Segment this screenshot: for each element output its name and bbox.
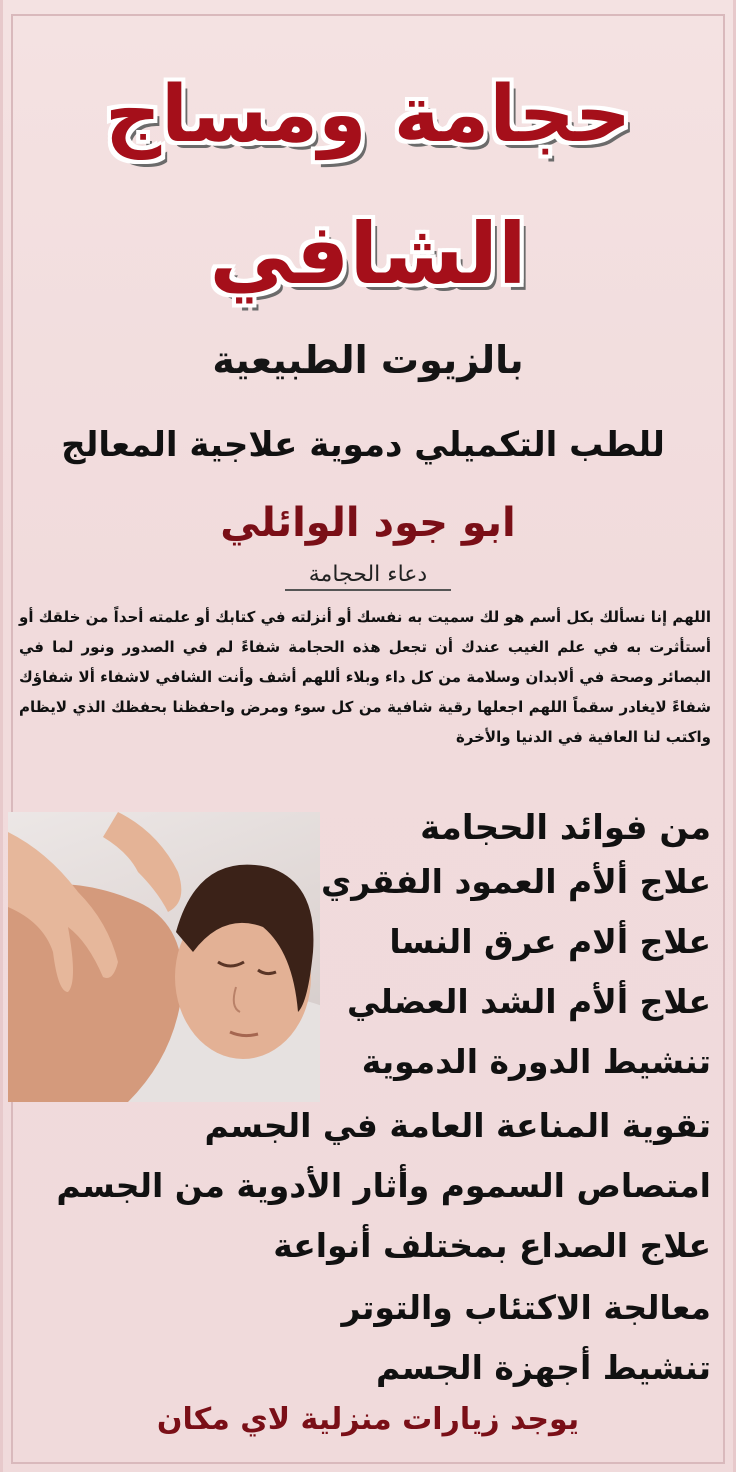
title-line-1: حجامة ومساج (104, 70, 632, 160)
massage-illustration (8, 812, 320, 1102)
benefit-item: علاج الصداع بمختلف أنواعة (273, 1226, 711, 1265)
benefit-item: علاج ألأم الشد العضلي (347, 982, 711, 1021)
benefit-item: تنشيط أجهزة الجسم (375, 1348, 711, 1387)
service-line: للطب التكميلي دموية علاجية المعالج (61, 425, 665, 465)
home-visits-note: يوجد زيارات منزلية لاي مكان (156, 1402, 580, 1437)
dua-text: اللهم إنا نسألك بكل أسم هو لك سميت به نفسك أو أنزلته في كتابك أو علمته أحداً من خلقك أو أستأثرت به في علم الغيب عندك أن تجعل هذه الحجامة شفاءً لم في الصدور ونور لما في البصائر وصحة في ألابدان وسلامة من كل داء وبلاء أللهم أشف وأنت الشافي لاشفاء ألا شفاؤك شفاءً لايغادر سقماً اللهم اجعلها رقية شافية من كل سوء ومرض واحفظنا بحفظك الذي لايظام واكتب لنا العافية في الدنيا والأخرة (19, 608, 711, 746)
dua-title-text: دعاء الحجامة (285, 562, 451, 591)
subtitle: بالزيوت الطبيعية (212, 338, 524, 382)
benefit-item: تنشيط الدورة الدموية (361, 1042, 711, 1081)
benefit-item: تقوية المناعة العامة في الجسم (204, 1106, 711, 1145)
title-line-2: الشافي (209, 205, 527, 303)
benefit-item: امتصاص السموم وأثار الأدوية من الجسم (56, 1166, 711, 1205)
benefit-item: معالجة الاكتئاب والتوتر (341, 1288, 711, 1327)
benefit-item: علاج ألام عرق النسا (389, 922, 711, 961)
benefits-heading: من فوائد الحجامة (420, 808, 711, 848)
dua-title (3, 562, 733, 591)
benefit-item: علاج ألأم العمود الفقري (321, 862, 711, 901)
practitioner-name: ابو جود الوائلي (220, 500, 516, 546)
massage-photo (8, 812, 320, 1102)
